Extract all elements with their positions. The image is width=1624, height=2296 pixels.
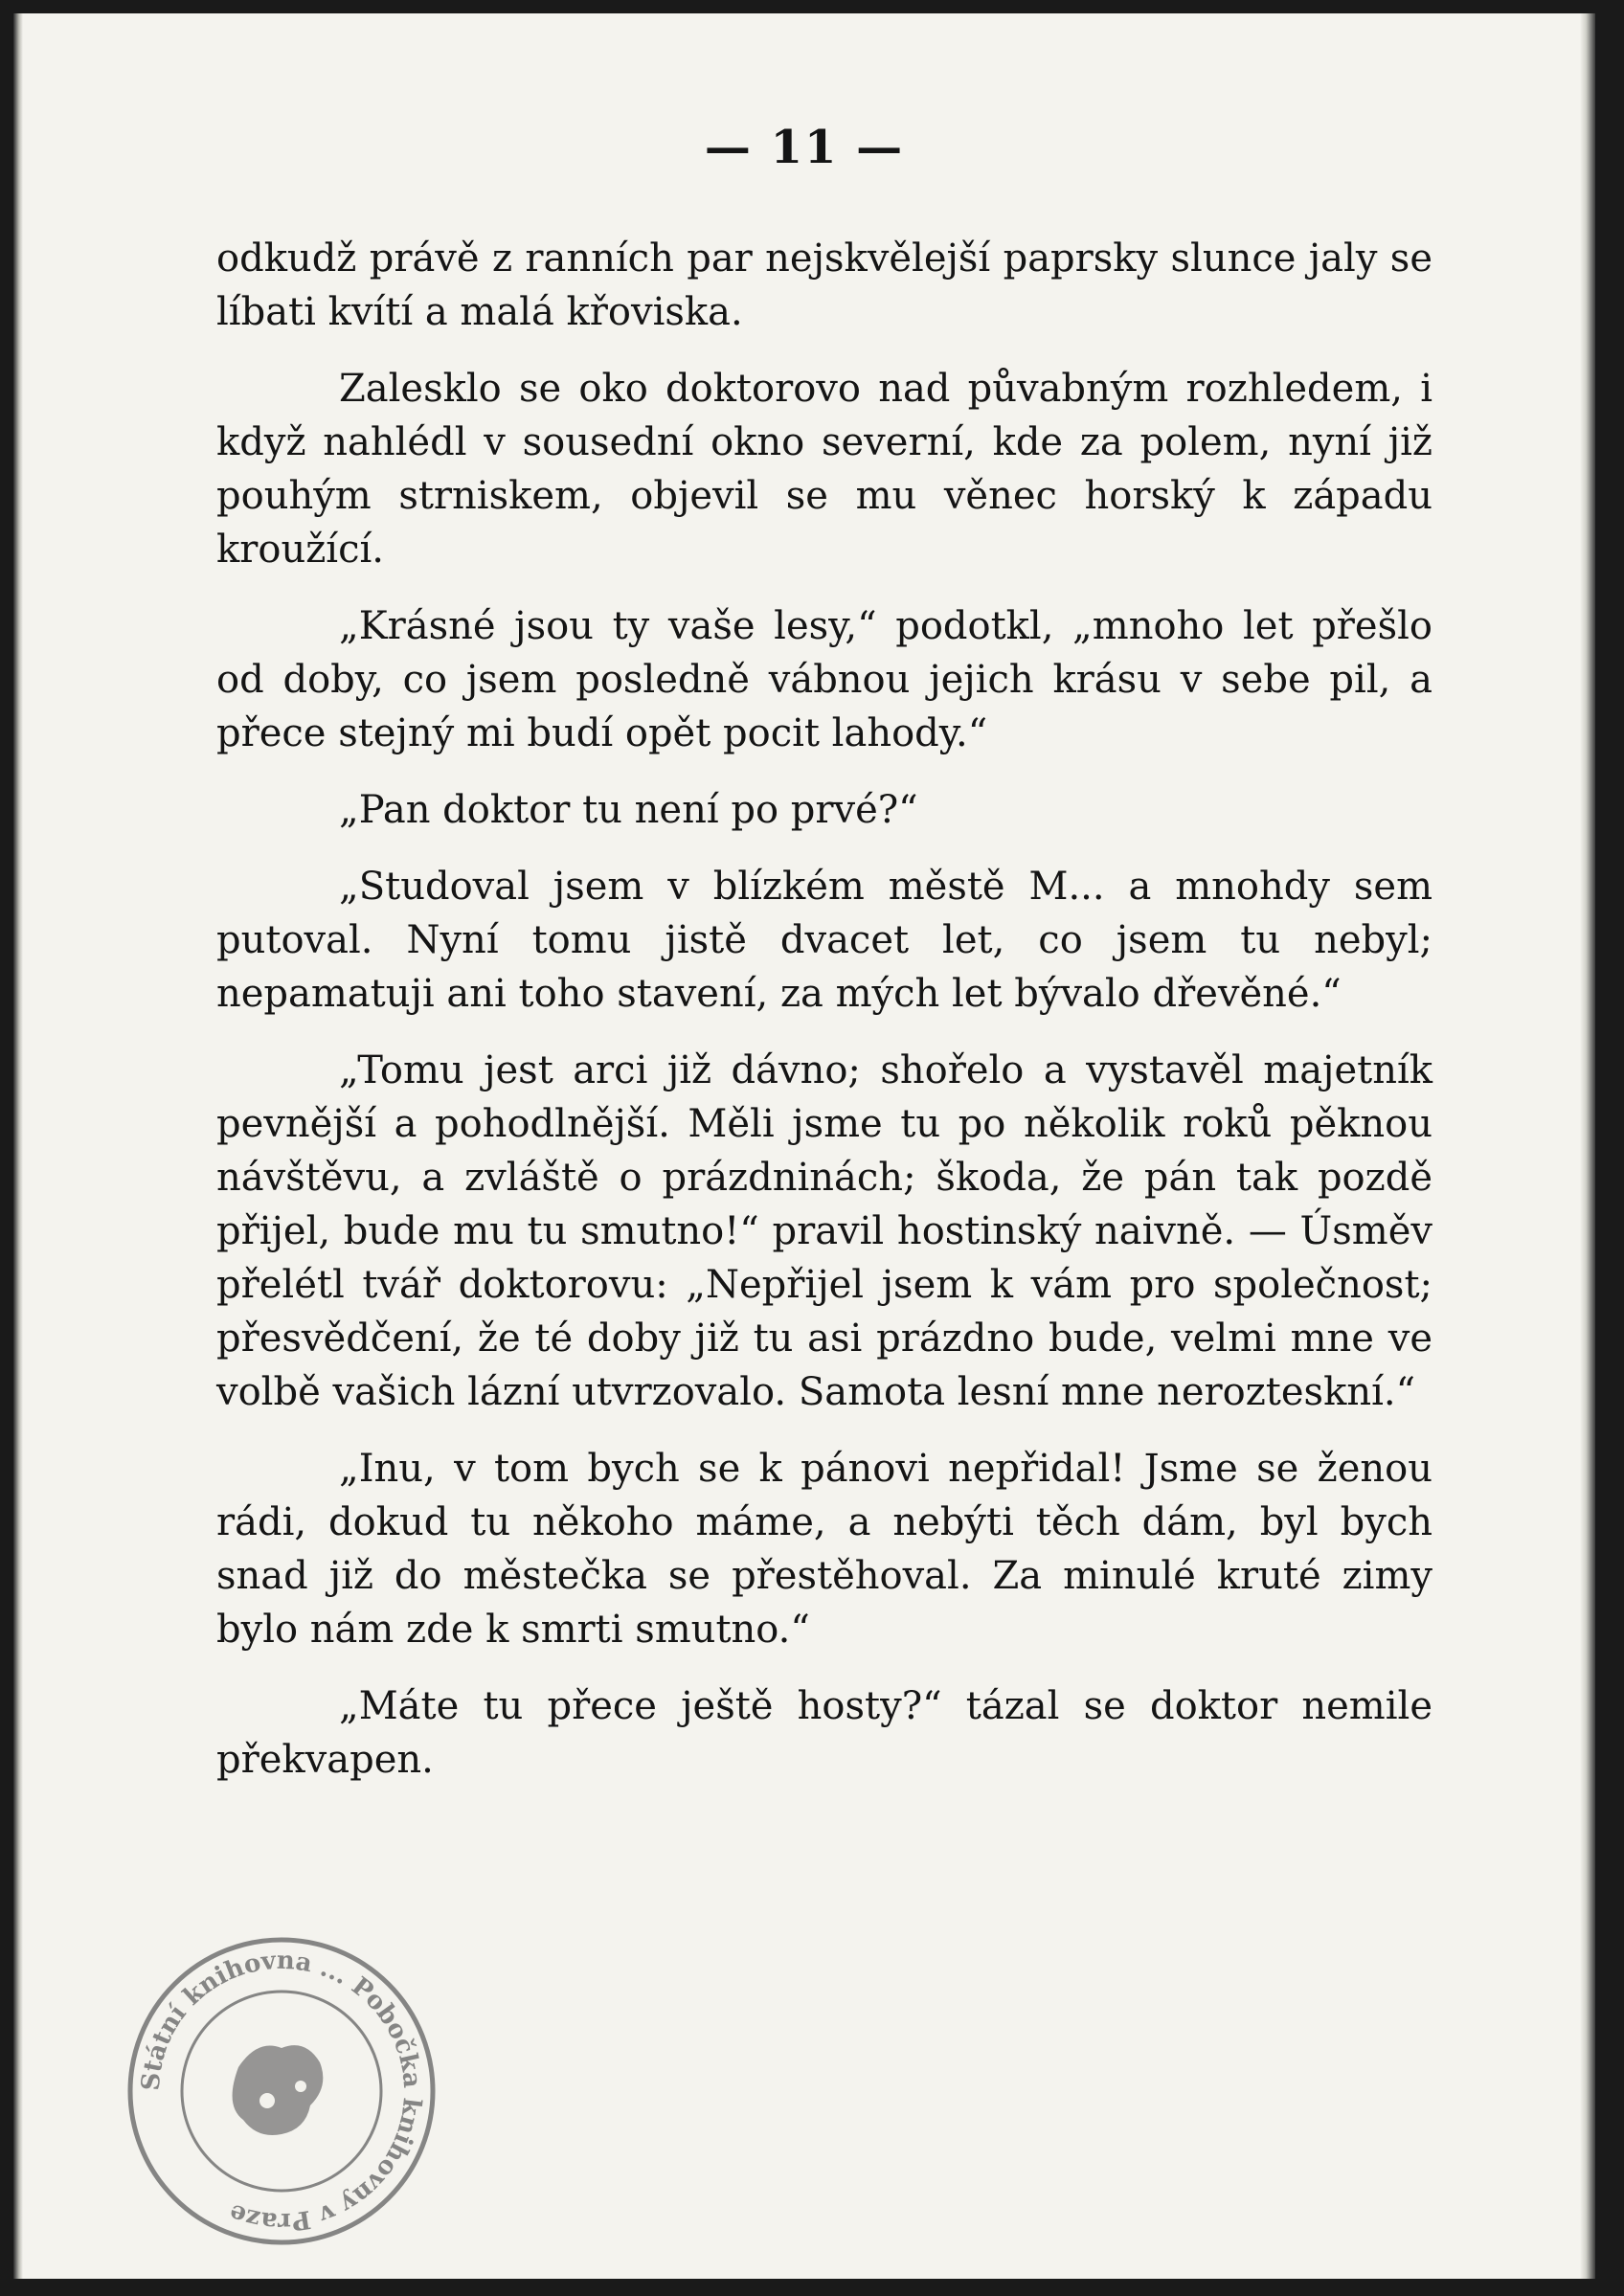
page-spine-shadow	[13, 13, 23, 2279]
stamp-text: Státní knihovna ... Pobočka knihovny v Praze	[136, 1946, 427, 2237]
paragraph-6: „Tomu jest arci již dávno; shořelo a vystavěl majetník pevnější a pohodlnější. Měli jsme tu po několik roků pěknou návštěvu, a zvláště o prázdninách; škoda, že pán tak pozdě přijel, bude mu tu smutno!“ pravil hostinský naivně. — Úsměv přelétl tvář doktorovu: „Nepřijel jsem k vám pro společnost; přesvědčení, že té doby již tu asi prázdno bude, velmi mne ve volbě vašich lázní utvrzovalo. Samota lesní mne nerozteskní.“	[216, 1048, 1432, 1414]
page-number: — 11 —	[704, 121, 905, 174]
paragraph-4: „Pan doktor tu není po prvé?“	[339, 788, 918, 832]
paragraph-2: Zalesklo se oko doktorovo nad půvabným rozhledem, i když nahlédl v sousední okno severní, kde za polem, nyní již pouhým strniskem, objevil se mu věnec horský k západu kroužící.	[216, 367, 1432, 572]
page-edge-shadow	[1580, 13, 1595, 2279]
paragraph-3: „Krásné jsou ty vaše lesy,“ podotkl, „mnoho let přešlo od doby, co jsem posledně vábnou jejich krásu v sebe pil, a přece stejný mi budí opět pocit lahody.“	[216, 604, 1432, 755]
paragraph-5: „Studoval jsem v blízkém městě M... a mnohdy sem putoval. Nyní tomu jistě dvacet let, co jsem tu nebyl; nepamatuji ani toho stavení, za mých let bývalo dřevěné.“	[216, 865, 1432, 1016]
paragraph-7: „Inu, v tom bych se k pánovi nepřidal! Jsme se ženou rádi, dokud tu někoho máme, a nebýti těch dám, byl bych snad již do městečka se přestěhoval. Za minulé kruté zimy bylo nám zde k smrti smutno.“	[216, 1447, 1432, 1652]
book-page	[13, 13, 1595, 2279]
paragraph-1: odkudž právě z ranních par nejskvělejší paprsky slunce jaly se líbati kvítí a malá křoviska.	[216, 236, 1432, 334]
paragraph-8: „Máte tu přece ještě hosty?“ tázal se doktor nemile překvapen.	[216, 1684, 1432, 1782]
library-seal-icon	[124, 1933, 440, 2249]
body-text	[216, 232, 1432, 1810]
